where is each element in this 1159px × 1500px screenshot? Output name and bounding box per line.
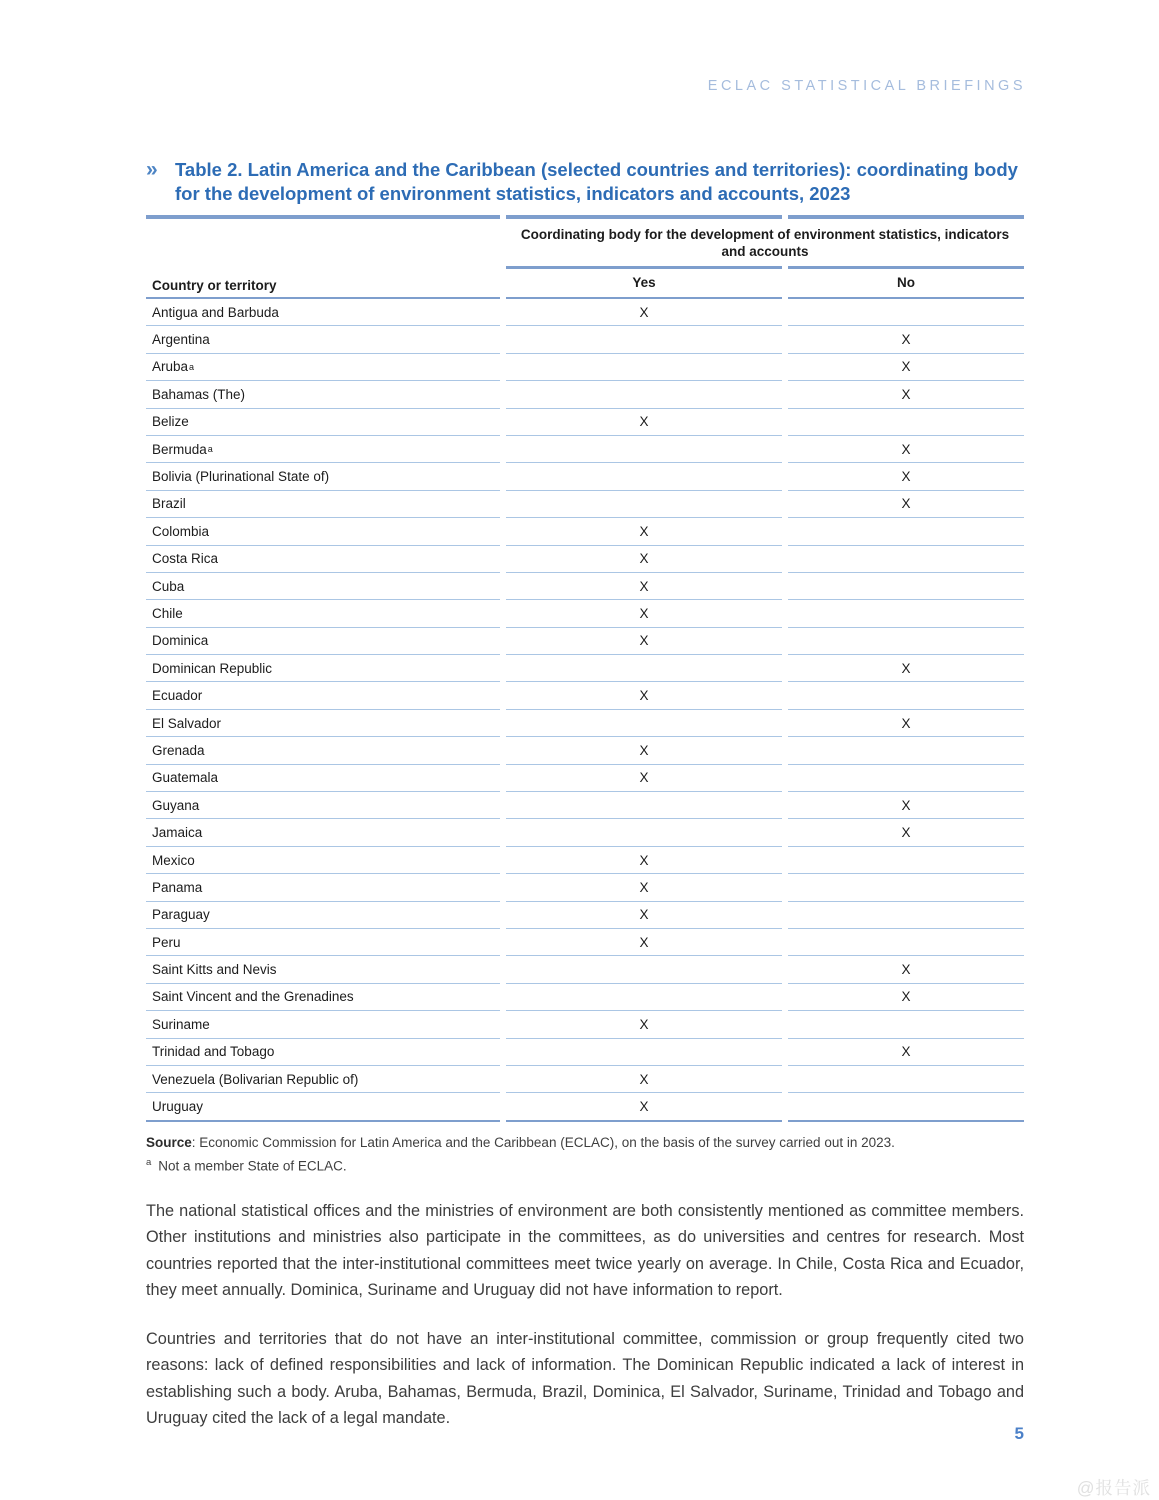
yes-cell: X xyxy=(506,929,782,956)
table-row xyxy=(146,491,1024,518)
span-header-label: Coordinating body for the development of environment statistics, indicators and accounts xyxy=(520,227,1010,259)
table-row xyxy=(146,847,1024,874)
country-cell: Jamaica xyxy=(146,819,500,846)
span-header-group xyxy=(506,219,1024,297)
no-cell xyxy=(788,682,1024,709)
table-row xyxy=(146,1093,1024,1119)
yes-cell xyxy=(506,710,782,737)
yes-cell xyxy=(506,491,782,518)
no-cell: X xyxy=(788,436,1024,463)
country-cell: Bolivia (Plurinational State of) xyxy=(146,463,500,490)
yes-cell: X xyxy=(506,737,782,764)
no-cell xyxy=(788,299,1024,326)
source-label: Source xyxy=(146,1135,192,1151)
no-cell: X xyxy=(788,381,1024,408)
yes-cell: X xyxy=(506,628,782,655)
country-cell: Cuba xyxy=(146,573,500,600)
no-cell xyxy=(788,628,1024,655)
data-table xyxy=(146,215,1024,1122)
country-cell: Aruba a xyxy=(146,354,500,381)
yes-cell: X xyxy=(506,1066,782,1093)
country-cell: Belize xyxy=(146,409,500,436)
no-cell: X xyxy=(788,710,1024,737)
chevron-right-icon: » xyxy=(146,158,158,181)
table-row xyxy=(146,1066,1024,1093)
country-cell: Peru xyxy=(146,929,500,956)
yes-cell: X xyxy=(506,874,782,901)
table-row xyxy=(146,682,1024,709)
country-cell: Antigua and Barbuda xyxy=(146,299,500,326)
yes-cell xyxy=(506,1039,782,1066)
table-row xyxy=(146,463,1024,490)
country-cell: Dominican Republic xyxy=(146,655,500,682)
no-cell: X xyxy=(788,819,1024,846)
country-cell: Costa Rica xyxy=(146,546,500,573)
watermark: @报告派 xyxy=(1076,1478,1151,1498)
table-row xyxy=(146,655,1024,682)
country-cell: Panama xyxy=(146,874,500,901)
country-cell: Paraguay xyxy=(146,902,500,929)
no-cell xyxy=(788,1066,1024,1093)
no-cell: X xyxy=(788,984,1024,1011)
source-text: : Economic Commission for Latin America and the Caribbean (ECLAC), on the basis of the survey carried out in 2023. xyxy=(191,1135,895,1151)
yes-cell: X xyxy=(506,600,782,627)
no-cell: X xyxy=(788,326,1024,353)
column-header-no: No xyxy=(897,274,915,290)
country-cell: Uruguay xyxy=(152,1099,204,1115)
yes-cell: X xyxy=(506,847,782,874)
no-cell xyxy=(788,1093,1024,1119)
column-header-country: Country or territory xyxy=(152,277,277,293)
yes-cell xyxy=(506,819,782,846)
country-cell: El Salvador xyxy=(146,710,500,737)
column-header-yes: Yes xyxy=(632,274,656,290)
yes-cell xyxy=(506,436,782,463)
no-cell: X xyxy=(788,792,1024,819)
table-row xyxy=(146,902,1024,929)
no-cell xyxy=(788,765,1024,792)
no-cell: X xyxy=(788,655,1024,682)
table-row xyxy=(146,929,1024,956)
country-cell: Saint Kitts and Nevis xyxy=(146,956,500,983)
table-row xyxy=(146,984,1024,1011)
no-cell xyxy=(788,600,1024,627)
page-number: 5 xyxy=(1014,1424,1024,1443)
yes-cell xyxy=(506,381,782,408)
table-row xyxy=(146,1039,1024,1066)
table-body xyxy=(146,299,1024,1120)
table-row xyxy=(146,819,1024,846)
footnote xyxy=(146,1153,1024,1176)
table-row xyxy=(146,573,1024,600)
body-paragraph-1: The national statistical offices and the ministries of environment are both consistently mentioned as committee members. Other institutions and ministries also participate in the committees, as do universities and centres for research. Most countries reported that the inter-institutional committees meet twice yearly on average. In Chile, Costa Rica and Ecuador, they meet annually. Dominica, Suriname and Uruguay did not have information to report. xyxy=(146,1201,1024,1300)
country-cell: Dominica xyxy=(146,628,500,655)
country-cell: Trinidad and Tobago xyxy=(146,1039,500,1066)
footnote-marker: a xyxy=(146,1157,152,1169)
yes-cell: X xyxy=(506,1011,782,1038)
yes-cell: X xyxy=(506,546,782,573)
country-cell: Bahamas (The) xyxy=(146,381,500,408)
yes-no-header-row xyxy=(506,269,1024,297)
yes-cell xyxy=(506,956,782,983)
yes-cell: X xyxy=(506,409,782,436)
table-row xyxy=(146,518,1024,545)
country-cell: Guatemala xyxy=(146,765,500,792)
table-row xyxy=(146,326,1024,353)
country-cell: Argentina xyxy=(146,326,500,353)
yes-cell: X xyxy=(506,573,782,600)
country-cell: Saint Vincent and the Grenadines xyxy=(146,984,500,1011)
yes-cell xyxy=(506,792,782,819)
no-cell: X xyxy=(788,956,1024,983)
source-note xyxy=(146,1133,1024,1152)
no-cell xyxy=(788,847,1024,874)
yes-cell: X xyxy=(639,1099,649,1115)
footnote-text: Not a member State of ECLAC. xyxy=(158,1158,347,1174)
yes-cell xyxy=(506,354,782,381)
no-cell xyxy=(788,573,1024,600)
page-content xyxy=(146,158,1024,1432)
table-row xyxy=(146,436,1024,463)
no-cell xyxy=(788,874,1024,901)
no-cell xyxy=(788,409,1024,436)
country-cell: Mexico xyxy=(146,847,500,874)
yes-cell xyxy=(506,463,782,490)
country-cell: Ecuador xyxy=(146,682,500,709)
no-cell xyxy=(788,546,1024,573)
table-row xyxy=(146,381,1024,408)
table-row xyxy=(146,956,1024,983)
table-row xyxy=(146,874,1024,901)
country-cell: Grenada xyxy=(146,737,500,764)
table-title xyxy=(146,158,1024,206)
table-row xyxy=(146,354,1024,381)
no-cell xyxy=(788,902,1024,929)
yes-cell xyxy=(506,984,782,1011)
table-row xyxy=(146,628,1024,655)
table-row xyxy=(146,1011,1024,1038)
no-cell xyxy=(788,1011,1024,1038)
no-cell xyxy=(788,737,1024,764)
table-row xyxy=(146,600,1024,627)
country-cell: Guyana xyxy=(146,792,500,819)
no-cell xyxy=(788,929,1024,956)
no-cell: X xyxy=(788,1039,1024,1066)
table-title-text: Table 2. Latin America and the Caribbean (selected countries and territories): coordinating body for the development of environment statistics, indicators and accounts, 2023 xyxy=(175,159,1018,204)
no-cell xyxy=(788,518,1024,545)
yes-cell xyxy=(506,326,782,353)
table-row xyxy=(146,765,1024,792)
yes-cell: X xyxy=(506,682,782,709)
yes-cell: X xyxy=(506,518,782,545)
country-cell: Brazil xyxy=(146,491,500,518)
table-bottom-rule xyxy=(146,1120,1024,1123)
table-row xyxy=(146,409,1024,436)
table-header xyxy=(146,219,1024,297)
country-cell: Bermuda a xyxy=(146,436,500,463)
table-row xyxy=(146,299,1024,326)
country-cell: Venezuela (Bolivarian Republic of) xyxy=(146,1066,500,1093)
table-row xyxy=(146,546,1024,573)
yes-cell: X xyxy=(506,765,782,792)
country-cell: Colombia xyxy=(146,518,500,545)
yes-cell xyxy=(506,655,782,682)
table-row xyxy=(146,792,1024,819)
no-cell: X xyxy=(788,463,1024,490)
country-cell: Chile xyxy=(146,600,500,627)
country-cell: Suriname xyxy=(146,1011,500,1038)
yes-cell: X xyxy=(506,299,782,326)
table-row xyxy=(146,737,1024,764)
body-paragraph-2: Countries and territories that do not have an inter-institutional committee, commission or group frequently cited two reasons: lack of defined responsibilities and lack of information. The Dominican Republic indicated a lack of interest in establishing such a body. Aruba, Bahamas, Bermuda, Brazil, Dominica, El Salvador, Suriname, Trinidad and Tobago and Uruguay cited the lack of a legal mandate. xyxy=(146,1329,1024,1428)
yes-cell: X xyxy=(506,902,782,929)
no-cell: X xyxy=(788,354,1024,381)
running-header: ECLAC STATISTICAL BRIEFINGS xyxy=(707,78,1026,94)
table-row xyxy=(146,710,1024,737)
no-cell: X xyxy=(788,491,1024,518)
